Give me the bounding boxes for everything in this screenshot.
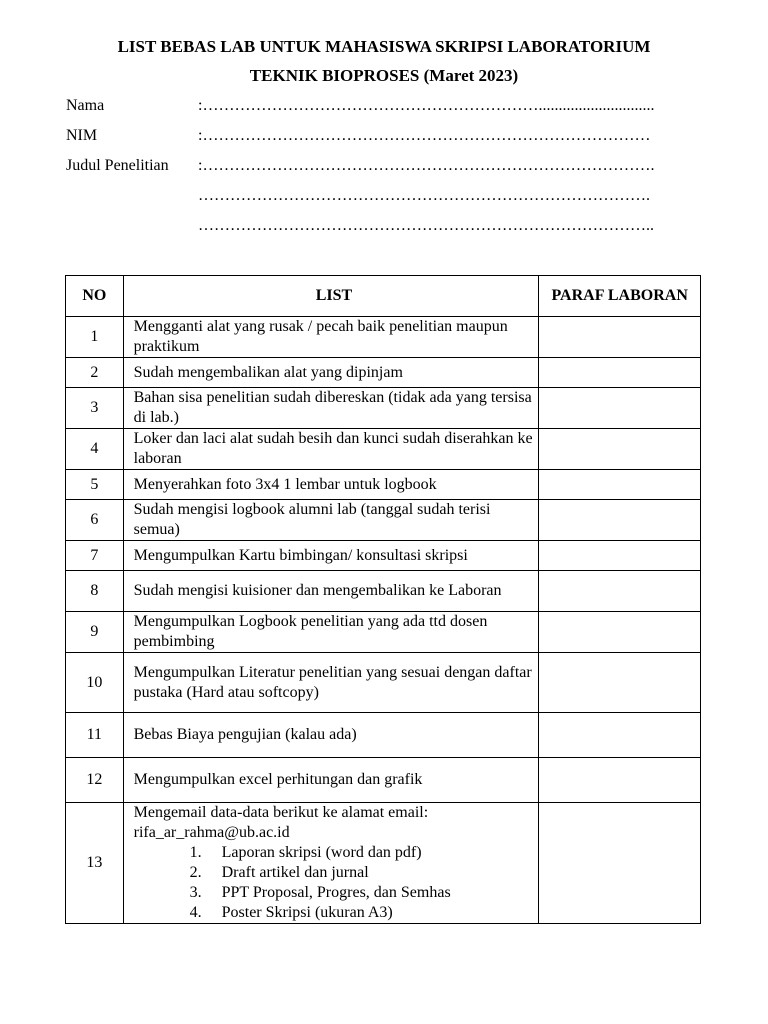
header-no: NO (66, 276, 124, 317)
paraf-cell[interactable] (539, 358, 701, 388)
row-text: Sudah mengisi logbook alumni lab (tanggal sudah terisi semua) (123, 500, 539, 541)
table-row (66, 470, 701, 500)
table-row (66, 388, 701, 429)
row-number: 10 (66, 653, 124, 713)
table-row (66, 612, 701, 653)
row-text: Loker dan laci alat sudah besih dan kunci sudah diserahkan ke laboran (123, 429, 539, 470)
row-number: 7 (66, 541, 124, 571)
paraf-cell[interactable] (539, 500, 701, 541)
row-text: Sudah mengembalikan alat yang dipinjam (123, 358, 539, 388)
list-item: 1. Laporan skripsi (word dan pdf) (189, 844, 422, 861)
row-number: 5 (66, 470, 124, 500)
nim-field[interactable]: :………………………………………………………………………… (198, 127, 651, 144)
row-number: 4 (66, 429, 124, 470)
judul-label: Judul Penelitian (66, 157, 169, 174)
table-row (66, 758, 701, 803)
paraf-cell[interactable] (539, 429, 701, 470)
list-item: 3. PPT Proposal, Progres, dan Semhas (189, 884, 451, 901)
email-items-list (134, 843, 535, 923)
document-title-line1: LIST BEBAS LAB UNTUK MAHASISWA SKRIPSI LABORATORIUM (117, 37, 651, 56)
row-number: 11 (66, 713, 124, 758)
judul-field-line2[interactable]: …………………………………………………………………………. (198, 187, 650, 204)
paraf-cell[interactable] (539, 713, 701, 758)
paraf-cell[interactable] (539, 612, 701, 653)
table-row (66, 653, 701, 713)
table-row (66, 317, 701, 358)
row-text (123, 803, 539, 924)
table-row (66, 429, 701, 470)
header-paraf-laboran: PARAF LABORAN (539, 276, 701, 317)
row-number: 1 (66, 317, 124, 358)
row-number: 6 (66, 500, 124, 541)
list-item: 4. Poster Skripsi (ukuran A3) (189, 904, 393, 921)
table-row (66, 713, 701, 758)
paraf-cell[interactable] (539, 541, 701, 571)
table-row (66, 358, 701, 388)
paraf-cell[interactable] (539, 317, 701, 358)
list-item: 2. Draft artikel dan jurnal (189, 864, 369, 881)
table-row (66, 541, 701, 571)
nim-label: NIM (66, 127, 98, 144)
paraf-cell[interactable] (539, 571, 701, 612)
row-text: Mengumpulkan Literatur penelitian yang sesuai dengan daftar pustaka (Hard atau softcopy) (123, 653, 539, 713)
paraf-cell[interactable] (539, 653, 701, 713)
row-number: 12 (66, 758, 124, 803)
paraf-cell[interactable] (539, 388, 701, 429)
row-number: 2 (66, 358, 124, 388)
row-text: Mengumpulkan Kartu bimbingan/ konsultasi skripsi (123, 541, 539, 571)
checklist-table (65, 275, 701, 924)
paraf-cell[interactable] (539, 758, 701, 803)
paraf-cell[interactable] (539, 803, 701, 924)
row-text: Menyerahkan foto 3x4 1 lembar untuk logbook (123, 470, 539, 500)
table-row (66, 571, 701, 612)
row-text: Bebas Biaya pengujian (kalau ada) (123, 713, 539, 758)
row-text: Sudah mengisi kuisioner dan mengembalikan ke Laboran (123, 571, 539, 612)
nama-label: Nama (66, 97, 105, 114)
row-number: 9 (66, 612, 124, 653)
table-row (66, 803, 701, 924)
table-row (66, 500, 701, 541)
header-list: LIST (123, 276, 539, 317)
nama-field[interactable]: :………………………………………………………............................. (198, 97, 655, 114)
judul-field-line3[interactable]: ………………………………………………………………………….. (198, 217, 654, 234)
row-number: 8 (66, 571, 124, 612)
row-number: 13 (66, 803, 124, 924)
email-address: rifa_ar_rahma@ub.ac.id (133, 824, 290, 841)
paraf-cell[interactable] (539, 470, 701, 500)
row-text: Bahan sisa penelitian sudah dibereskan (tidak ada yang tersisa di lab.) (123, 388, 539, 429)
email-instruction: Mengemail data-data berikut ke alamat email: (133, 804, 429, 821)
document-title-line2: TEKNIK BIOPROSES (Maret 2023) (249, 66, 519, 85)
row-text: Mengumpulkan excel perhitungan dan grafik (123, 758, 539, 803)
row-number: 3 (66, 388, 124, 429)
row-text: Mengganti alat yang rusak / pecah baik penelitian maupun praktikum (123, 317, 539, 358)
row-text: Mengumpulkan Logbook penelitian yang ada ttd dosen pembimbing (123, 612, 539, 653)
judul-field-line1[interactable]: :…………………………………………………………………………. (198, 157, 655, 174)
